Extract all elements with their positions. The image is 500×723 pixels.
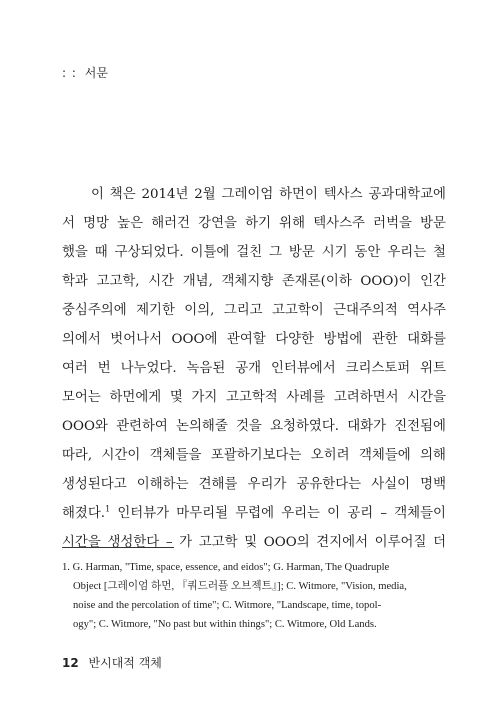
text-line: 했을 때 구상되었다. 이틀에 걸친 그 방문 시기 동안 우리는 철 xyxy=(62,245,446,260)
footnote xyxy=(62,558,446,634)
text-line: 이 책은 2014년 2월 그레이엄 하먼이 텍사스 공과대학교에 xyxy=(91,187,446,202)
text-line: 생성된다고 이해하는 견해를 우리가 공유한다는 사실이 명백 xyxy=(62,477,446,492)
footnote-line: noise and the percolation of time"; C. Witmore, "Landscape, time, topol- xyxy=(73,600,382,611)
body-paragraph xyxy=(62,180,446,557)
footnote-divider xyxy=(62,547,174,548)
page-number: 12 xyxy=(62,656,79,670)
running-title: 반시대적 객체 xyxy=(88,656,162,670)
section-marker: : : xyxy=(62,66,77,80)
text-line: 의에서 벗어나서 OOO에 관여할 다양한 방법에 관한 대화를 xyxy=(62,332,446,347)
text-line: 따라, 시간이 객체들을 포괄하기보다는 오히려 객체들에 의해 xyxy=(62,448,446,463)
footnote-line: Object [그레이엄 하먼, 『쿼드러플 오브젝트』]; C. Witmore, "Vision, media, xyxy=(73,581,407,592)
page-footer xyxy=(62,654,162,671)
text-line: 서 명망 높은 해러건 강연을 하기 위해 텍사스주 러벅을 방문 xyxy=(62,216,446,231)
line-lead: 해졌다. xyxy=(62,506,106,521)
line-rest: 인터뷰가 마무리될 무렵에 우리는 이 공리 – 객체들이 xyxy=(117,506,446,521)
section-title: 서문 xyxy=(84,66,108,80)
text-line: 학과 고고학, 시간 개념, 객체지향 존재론(이하 OOO)이 인간 xyxy=(62,274,446,289)
text-line: OOO와 관련하여 논의해줄 것을 요청하였다. 대화가 진전됨에 xyxy=(62,419,446,434)
footnote-line: ogy"; C. Witmore, "No past but within things"; C. Witmore, Old Lands. xyxy=(73,619,377,630)
text-line: 중심주의에 제기한 이의, 그리고 고고학이 근대주의적 역사주 xyxy=(62,303,446,318)
footnote-ref: 1 xyxy=(105,504,111,514)
section-header xyxy=(62,64,108,81)
text-line: 시간을 생성한다 – 가 고고학 및 OOO의 견지에서 이루어질 더 xyxy=(62,535,446,550)
text-line: 모어는 하먼에게 몇 가지 고고학적 사례를 고려하면서 시간을 xyxy=(62,390,446,405)
text-line: 여러 번 나누었다. 녹음된 공개 인터뷰에서 크리스토퍼 위트 xyxy=(62,361,446,376)
footnote-line: 1. G. Harman, "Time, space, essence, and eidos"; G. Harman, The Quadruple xyxy=(62,562,390,573)
text-line-with-footnote xyxy=(62,499,446,528)
